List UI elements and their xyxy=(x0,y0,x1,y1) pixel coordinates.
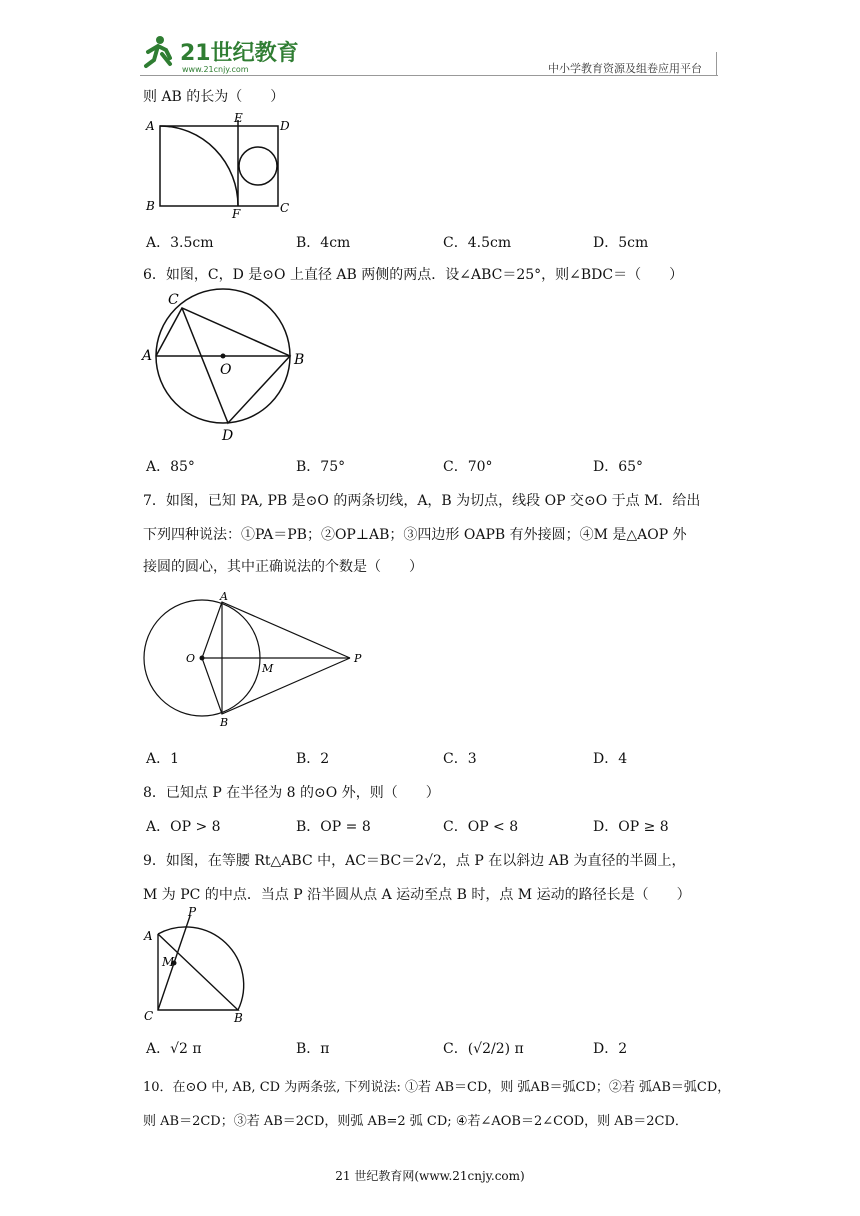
q6-option-d[interactable]: D．65° xyxy=(593,459,644,475)
q9-stem-line1: 9．如图，在等腰 Rt△ABC 中，AC＝BC＝2√2，点 P 在以斜边 AB 为直径的半圆上， xyxy=(143,853,686,869)
label-F: F xyxy=(232,207,241,221)
label-B: B xyxy=(220,716,229,729)
q9-stem-line2: M 为 PC 的中点．当点 P 沿半圆从点 A 运动至点 B 时，点 M 运动的路径长是（ ） xyxy=(143,887,691,903)
header-divider-tick xyxy=(716,52,717,76)
q10-stem-line2: 则 AB＝2CD；③若 AB＝2CD，则弧 AB=2 弧 CD; ④若∠AOB＝2∠COD，则 AB＝2CD． xyxy=(143,1114,688,1129)
q9-option-b[interactable]: B．π xyxy=(296,1041,330,1057)
q7-option-b[interactable]: B．2 xyxy=(296,751,330,767)
q7-option-a[interactable]: A．1 xyxy=(146,751,180,767)
q7-stem-line3: 接圆的圆心，其中正确说法的个数是（ ） xyxy=(143,559,423,575)
q9-figure xyxy=(140,904,270,1030)
label-A: A xyxy=(142,348,153,364)
runner-icon xyxy=(146,36,170,66)
q7-stem-line2: 下列四种说法：①PA＝PB；②OP⊥AB；③四边形 OAPB 有外接圆；④M 是△AOP 外 xyxy=(143,527,687,543)
label-C: C xyxy=(144,1009,154,1023)
q8-option-b[interactable]: B．OP = 8 xyxy=(296,819,371,835)
label-M: M xyxy=(262,662,274,675)
q5-figure xyxy=(140,110,300,226)
label-D: D xyxy=(280,119,290,133)
label-D: D xyxy=(222,428,234,444)
q7-figure xyxy=(140,588,380,734)
q8-option-a[interactable]: A．OP > 8 xyxy=(146,819,221,835)
q5-option-b[interactable]: B．4cm xyxy=(296,235,351,251)
q9-option-a[interactable]: A．√2 π xyxy=(146,1041,202,1057)
q5-option-a[interactable]: A．3.5cm xyxy=(146,235,214,251)
q5-option-c[interactable]: C．4.5cm xyxy=(443,235,512,251)
label-P: P xyxy=(354,652,362,665)
label-C: C xyxy=(280,201,290,215)
page-footer: 21 世纪教育网(www.21cnjy.com) xyxy=(335,1169,525,1183)
logo-url: www.21cnjy.com xyxy=(182,65,249,74)
q5-option-d[interactable]: D．5cm xyxy=(593,235,649,251)
q6-stem: 6．如图，C，D 是⊙O 上直径 AB 两侧的两点．设∠ABC＝25°，则∠BDC＝（ ） xyxy=(143,267,684,283)
q9-option-d[interactable]: D．2 xyxy=(593,1041,628,1057)
label-E: E xyxy=(234,111,243,125)
header-divider xyxy=(140,75,718,76)
label-O: O xyxy=(220,362,232,378)
label-M: M xyxy=(162,955,175,969)
q6-option-c[interactable]: C．70° xyxy=(443,459,493,475)
label-B: B xyxy=(146,199,155,213)
header-platform-text: 中小学教育资源及组卷应用平台 xyxy=(548,62,702,75)
label-A: A xyxy=(144,929,153,943)
q6-option-a[interactable]: A．85° xyxy=(146,459,195,475)
label-O: O xyxy=(186,652,196,665)
label-A: A xyxy=(220,590,228,603)
q6-figure xyxy=(140,286,320,448)
q7-option-d[interactable]: D．4 xyxy=(593,751,628,767)
q6-option-b[interactable]: B．75° xyxy=(296,459,346,475)
q5-stem-tail: 则 AB 的长为（ ） xyxy=(143,89,285,105)
q10-stem-line1: 10．在⊙O 中, AB, CD 为两条弦, 下列说法: ①若 AB＝CD，则 弧AB＝弧CD；②若 弧AB＝弧CD， xyxy=(143,1080,731,1095)
logo-text: 21世纪教育 xyxy=(180,41,299,66)
label-B: B xyxy=(294,352,305,368)
q8-stem: 8．已知点 P 在半径为 8 的⊙O 外，则（ ） xyxy=(143,785,440,801)
site-logo xyxy=(140,30,300,76)
label-A: A xyxy=(146,119,155,133)
q8-option-c[interactable]: C．OP < 8 xyxy=(443,819,519,835)
label-P: P xyxy=(188,905,197,919)
label-C: C xyxy=(168,292,179,308)
q8-option-d[interactable]: D．OP ≥ 8 xyxy=(593,819,669,835)
q9-option-c[interactable]: C．(√2/2) π xyxy=(443,1041,524,1057)
q7-option-c[interactable]: C．3 xyxy=(443,751,477,767)
q7-stem-line1: 7．如图，已知 PA, PB 是⊙O 的两条切线，A，B 为切点，线段 OP 交⊙O 于点 M．给出 xyxy=(143,493,701,509)
label-B: B xyxy=(234,1011,243,1025)
